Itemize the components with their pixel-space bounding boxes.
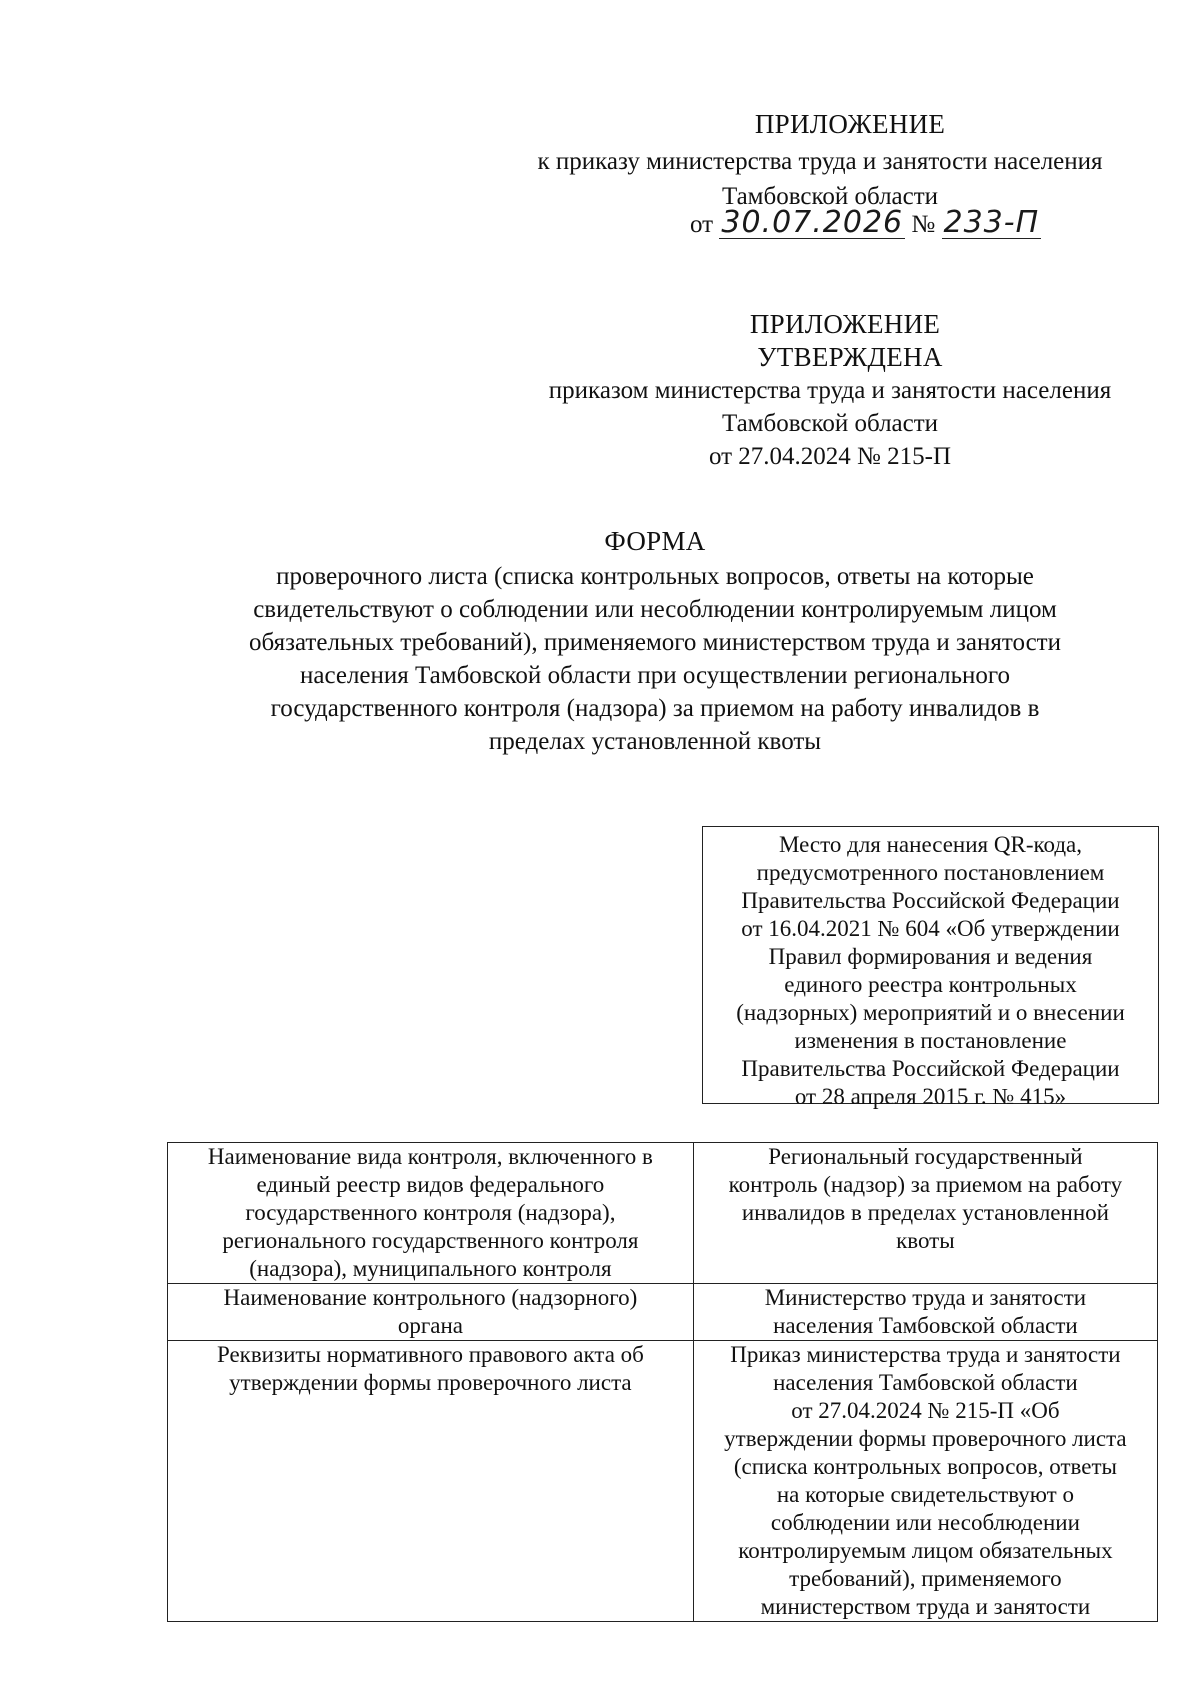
form-heading: ФОРМА [604, 526, 706, 556]
date-prefix: от [690, 211, 714, 238]
cell-line: Министерство труда и занятости [764, 1285, 1087, 1310]
qr-box-line: изменения в постановление [794, 1028, 1067, 1053]
number-prefix: № [911, 211, 936, 238]
cell-line: населения Тамбовской области [773, 1370, 1078, 1395]
cell-line: соблюдении или несоблюдении [770, 1510, 1080, 1535]
amendment-order-line [480, 145, 1160, 178]
cell-line: Наименование вида контроля, включенного в [207, 1144, 653, 1169]
form-title-line: пределах установленной квоты [488, 728, 822, 755]
cell-line: (надзора), муниципального контроля [249, 1256, 612, 1281]
cell-line: контроль (надзор) за приемом на работу [728, 1172, 1123, 1197]
qr-box-line: (надзорных) мероприятий и о внесении [736, 1000, 1125, 1025]
handwritten-date: 30.07.2026 [721, 205, 904, 240]
table-cell-label [168, 1341, 694, 1622]
amendment-title [720, 108, 980, 141]
form-title-line: проверочного листа (списка контрольных вопросов, ответы на которые [276, 563, 1034, 590]
original-approval-header [480, 308, 1180, 473]
cell-line: контролируемым лицом обязательных [738, 1538, 1113, 1563]
table-cell-label [168, 1284, 694, 1341]
cell-line: на которые свидетельствуют о [776, 1482, 1074, 1507]
form-title-line: государственного контроля (надзора) за приемом на работу инвалидов в [270, 695, 1040, 722]
original-order-text: приказом министерства труда и занятости населения [548, 377, 1112, 404]
amendment-order-text: к приказу министерства труда и занятости населения [537, 148, 1103, 175]
handwritten-number: 233-П [943, 205, 1040, 240]
qr-box-line: единого реестра контрольных [784, 972, 1077, 997]
qr-box-line: Правительства Российской Федерации [741, 1056, 1120, 1081]
cell-line: квоты [896, 1228, 955, 1253]
qr-box-line: от 16.04.2021 № 604 «Об утверждении [741, 916, 1120, 941]
qr-box-line: Место для нанесения QR-кода, [778, 832, 1082, 857]
amendment-title-text: ПРИЛОЖЕНИЕ [754, 109, 946, 139]
cell-line: Реквизиты нормативного правового акта об [216, 1342, 644, 1367]
cell-line: населения Тамбовской области [773, 1313, 1078, 1338]
cell-line: Региональный государственный [768, 1144, 1083, 1169]
cell-line: утверждении формы проверочного листа [724, 1426, 1127, 1451]
table-row [168, 1284, 1158, 1341]
cell-line: органа [397, 1313, 463, 1338]
qr-box-line: Правительства Российской Федерации [741, 888, 1120, 913]
form-title-block [205, 525, 1105, 758]
table-row [168, 1341, 1158, 1622]
original-region-text: Тамбовской области [721, 410, 939, 437]
amendment-date-number-line [690, 205, 1090, 252]
cell-line: государственного контроля (надзора), [245, 1200, 616, 1225]
cell-line: (списка контрольных вопросов, ответы [733, 1454, 1117, 1479]
qr-box-line: от 28 апреля 2015 г. № 415» [794, 1084, 1067, 1109]
form-title-line: свидетельствуют о соблюдении или несоблюдении контролируемым лицом [253, 596, 1057, 623]
cell-line: требований), применяемого [789, 1566, 1062, 1591]
approved-label: УТВЕРЖДЕНА [757, 342, 943, 372]
table-cell-label [168, 1143, 694, 1284]
qr-box-line: предусмотренного постановлением [756, 860, 1105, 885]
cell-line: от 27.04.2024 № 215-П «Об [791, 1398, 1060, 1423]
table-cell-value [693, 1284, 1157, 1341]
cell-line: утверждении формы проверочного листа [229, 1370, 632, 1395]
table-cell-value [693, 1341, 1157, 1622]
table-row [168, 1143, 1158, 1284]
amendment-region-text: Тамбовской области [721, 183, 939, 210]
cell-line: Приказ министерства труда и занятости [730, 1342, 1121, 1367]
cell-line: министерством труда и занятости [760, 1594, 1091, 1619]
table-cell-value [693, 1143, 1157, 1284]
original-date-number: от 27.04.2024 № 215-П [708, 443, 952, 470]
original-title: ПРИЛОЖЕНИЕ [749, 309, 941, 339]
control-info-table [167, 1142, 1158, 1622]
cell-line: регионального государственного контроля [222, 1228, 639, 1253]
qr-code-placeholder-box [702, 826, 1159, 1109]
form-title-line: обязательных требований), применяемого министерством труда и занятости [249, 629, 1061, 656]
form-title-line: населения Тамбовской области при осуществлении регионального [299, 662, 1011, 689]
cell-line: инвалидов в пределах установленной [741, 1200, 1109, 1225]
cell-line: Наименование контрольного (надзорного) [223, 1285, 638, 1310]
cell-line: единый реестр видов федерального [256, 1172, 605, 1197]
qr-box-line: Правил формирования и ведения [768, 944, 1093, 969]
